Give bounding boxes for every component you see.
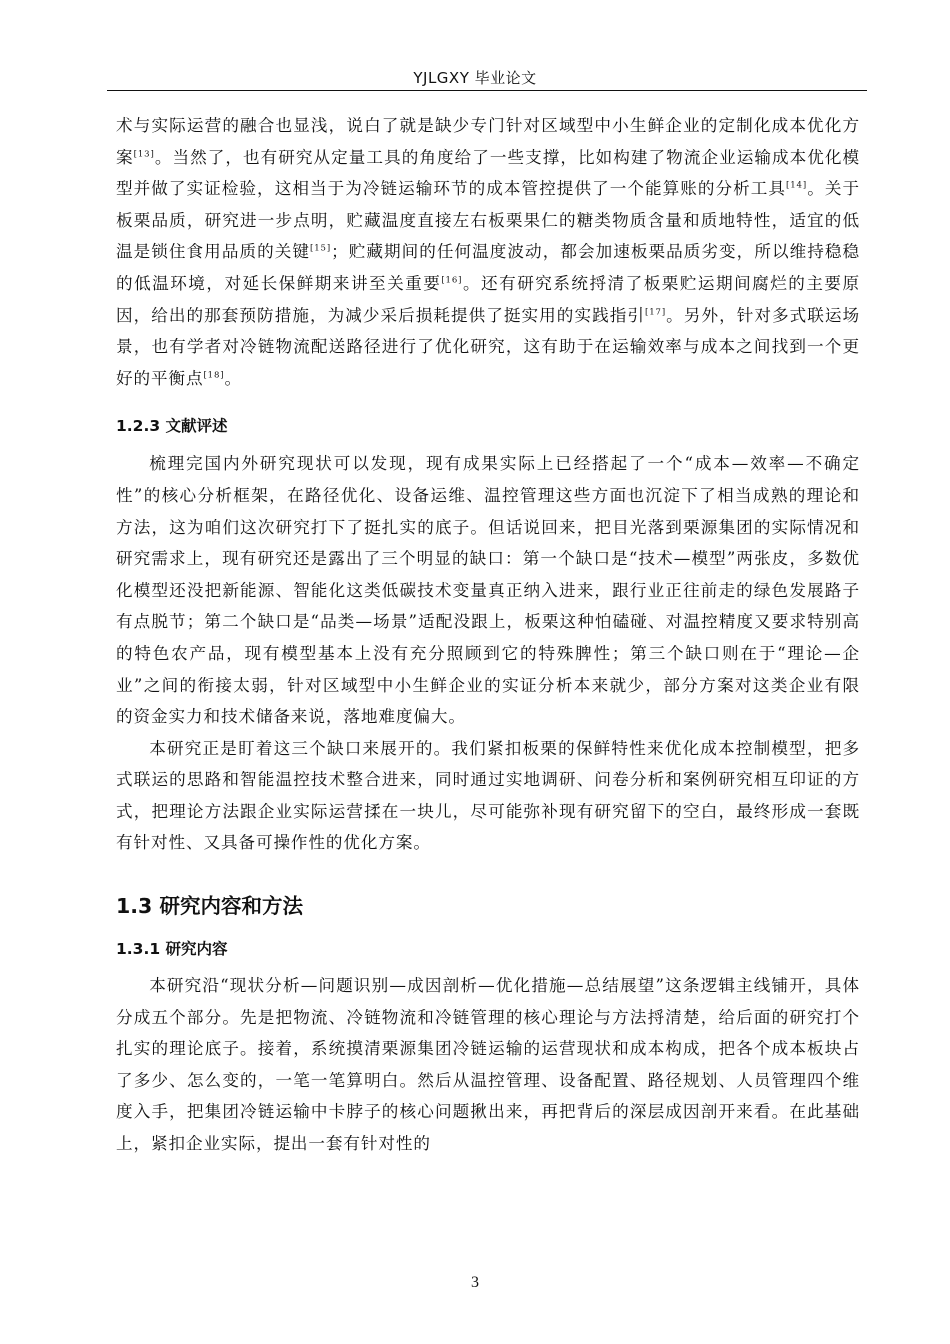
section-title: 文献评述 [165,417,228,436]
text-segment: 术与实际运营的融合也显浅，说白了就是缺少专门针对区域型中小生鲜企业的定制化成本优化方案 [116,116,860,167]
paragraph-research-content: 本研究沿“现状分析—问题识别—成因剖析—优化措施—总结展望”这条逻辑主线铺开，具体分成五个部分。先是把物流、冷链物流和冷链管理的核心理论与方法捋清楚，给后面的研究打个扎实的理论底子。接着，系统摸清栗源集团冷链运输的运营现状和成本构成，把各个成本板块占了多少、怎么变的，一笔一笔算明白。然后从温控管理、设备配置、路径规划、人员管理四个维度入手，把集团冷链运输中卡脖子的核心问题揪出来，再把背后的深层成因剖开来看。在此基础上，紧扣企业实际，提出一套有针对性的 [116,976,860,1154]
running-header-title: YJLGXY 毕业论文 [413,69,537,87]
section-number: 1.2.3 [116,417,161,436]
citation-ref-16: [16] [441,275,463,286]
section-heading-1-3-1 [116,935,860,963]
paragraph-literature-summary [116,110,860,394]
citation-ref-17: [17] [644,307,667,318]
page-number: 3 [471,1274,479,1291]
citation-ref-13: [13] [133,149,155,160]
text-segment: 。 [224,368,243,388]
header-divider [107,90,867,91]
text-segment: 。另外，针对多式联运场景，也有学者对冷链物流配送路径进行了优化研究，这有助于在运输效率与成本之间找到一个更好的平衡点 [116,305,861,388]
paragraph-literature-review: 梳理完国内外研究现状可以发现，现有成果实际上已经搭起了一个“成本—效率—不确定性”的核心分析框架，在路径优化、设备运维、温控管理这些方面也沉淀下了相当成熟的理论和方法，这为咱们这次研究打下了挺扎实的底子。但话说回来，把目光落到栗源集团的实际情况和研究需求上，现有研究还是露出了三个明显的缺口：第一个缺口是“技术—模型”两张皮，多数优化模型还没把新能源、智能化这类低碳技术变量真正纳入进来，跟行业正往前走的绿色发展路子有点脱节；第二个缺口是“品类—场景”适配没跟上，板栗这种怕磕碰、对温控精度又要求特别高的特色农产品，现有模型基本上没有充分照顾到它的特殊脾性；第三个缺口则在于“理论—企业”之间的衔接太弱，针对区域型中小生鲜企业的实证分析本来就少，部分方案对这类企业有限的资金实力和技术储备来说，落地难度偏大。 [116,454,860,727]
citation-ref-15: [15] [310,243,332,254]
section-heading-1-3 [116,889,860,923]
section-number: 1.3 [116,894,153,919]
text-segment: 。关于板栗品质，研究进一步点明，贮藏温度直接左右板栗果仁的糖类物质含量和质地特性，适宜的低温是锁住食用品质的关键 [116,179,860,262]
text-segment: 。当然了，也有研究从定量工具的角度给了一些支撑，比如构建了物流企业运输成本优化模型并做了实证检验，这相当于为冷链运输环节的成本管控提供了一个能算账的分析工具 [116,147,860,199]
section-number: 1.3.1 [116,940,161,959]
section-title: 研究内容和方法 [159,894,303,919]
citation-ref-14: [14] [786,180,808,191]
page-content [116,110,860,1160]
text-segment: 。还有研究系统捋清了板栗贮运期间腐烂的主要原因，给出的那套预防措施，为减少采后损耗提供了挺实用的实践指引 [116,273,860,325]
section-heading-1-2-3 [116,412,860,440]
section-title: 研究内容 [165,940,228,959]
citation-ref-18: [18] [203,370,225,381]
paragraph-research-focus: 本研究正是盯着这三个缺口来展开的。我们紧扣板栗的保鲜特性来优化成本控制模型，把多式联运的思路和智能温控技术整合进来，同时通过实地调研、问卷分析和案例研究相互印证的方式，把理论方法跟企业实际运营揉在一块儿，尽可能弥补现有研究留下的空白，最终形成一套既有针对性、又具备可操作性的优化方案。 [116,738,860,853]
text-segment: ；贮藏期间的任何温度波动，都会加速板栗品质劣变，所以维持稳稳的低温环境，对延长保鲜期来讲至关重要 [116,242,860,293]
